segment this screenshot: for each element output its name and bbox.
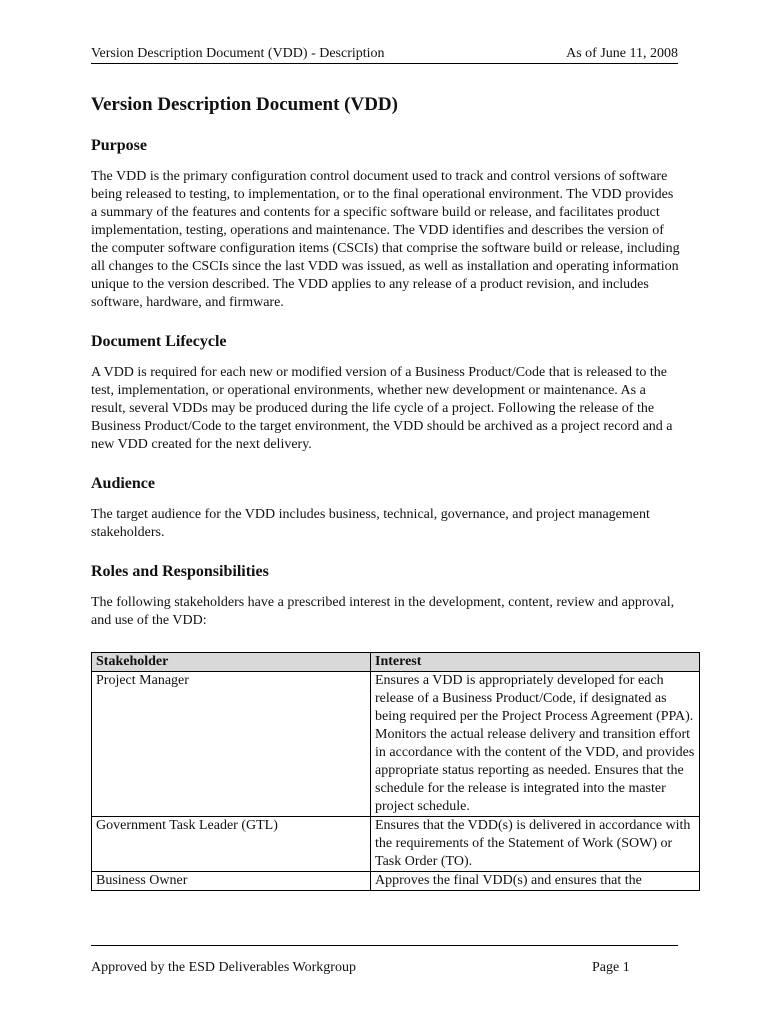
section-text-lifecycle: A VDD is required for each new or modified version of a Business Product/Code that is released to the test, implementation, or operational environments, whether new development or maintenance. As a result, several VDDs may be produced during the life cycle of a project. Following the release of the Business Product/Code to the target environment, the VDD should be archived as a project record and a new VDD created for the next delivery. — [91, 365, 673, 452]
interest-cell: Approves the final VDD(s) and ensures that the — [371, 872, 700, 891]
header-date: As of June 11, 2008 — [566, 46, 678, 61]
table-header-row — [92, 653, 700, 672]
section-text-roles: The following stakeholders have a prescribed interest in the development, content, review and approval, and use of the VDD: — [91, 595, 675, 628]
header-doc-title: Version Description Document (VDD) - Description — [91, 46, 385, 61]
section-text-purpose: The VDD is the primary configuration control document used to track and control versions of software being released to testing, to implementation, or to the final operational environment. The VDD provides a summary of the features and contents for a specific software build or release, and facilitates product implementation, testing, operations and maintenance. The VDD identifies and describes the version of the computer software configuration items (CSCIs) that comprise the software build or release, including all changes to the CSCIs since the last VDD was issued, as well as installation and operating information unique to the version described. The VDD applies to any release of a product revision, and includes software, hardware, and firmware. — [91, 169, 680, 310]
stakeholder-cell: Government Task Leader (GTL) — [92, 817, 371, 872]
page-header — [91, 46, 678, 64]
interest-cell: Ensures that the VDD(s) is delivered in accordance with the requirements of the Statement of Work (SOW) or Task Order (TO). — [371, 817, 700, 872]
document-body — [91, 94, 695, 891]
table-row — [92, 817, 700, 872]
section-text-audience: The target audience for the VDD includes business, technical, governance, and project management stakeholders. — [91, 507, 650, 540]
page-footer — [91, 945, 678, 976]
table-row — [92, 872, 700, 891]
table-row — [92, 672, 700, 817]
section-heading-purpose: Purpose — [91, 137, 147, 154]
column-header-interest: Interest — [371, 653, 700, 672]
footer-approval: Approved by the ESD Deliverables Workgroup — [91, 960, 356, 975]
section-heading-roles: Roles and Responsibilities — [91, 563, 269, 580]
section-heading-audience: Audience — [91, 475, 155, 492]
column-header-stakeholder: Stakeholder — [92, 653, 371, 672]
page-number: Page 1 — [592, 960, 630, 975]
stakeholder-cell: Business Owner — [92, 872, 371, 891]
interest-cell: Ensures a VDD is appropriately developed for each release of a Business Product/Code, if designated as being required per the Project Process Agreement (PPA). Monitors the actual release delivery and transition effort in accordance with the content of the VDD, and provides appropriate status reporting as needed. Ensures that the schedule for the release is integrated into the master project schedule. — [371, 672, 700, 817]
stakeholder-cell: Project Manager — [92, 672, 371, 817]
section-heading-lifecycle: Document Lifecycle — [91, 333, 227, 350]
page-title: Version Description Document (VDD) — [91, 94, 398, 115]
stakeholder-table — [91, 652, 700, 891]
